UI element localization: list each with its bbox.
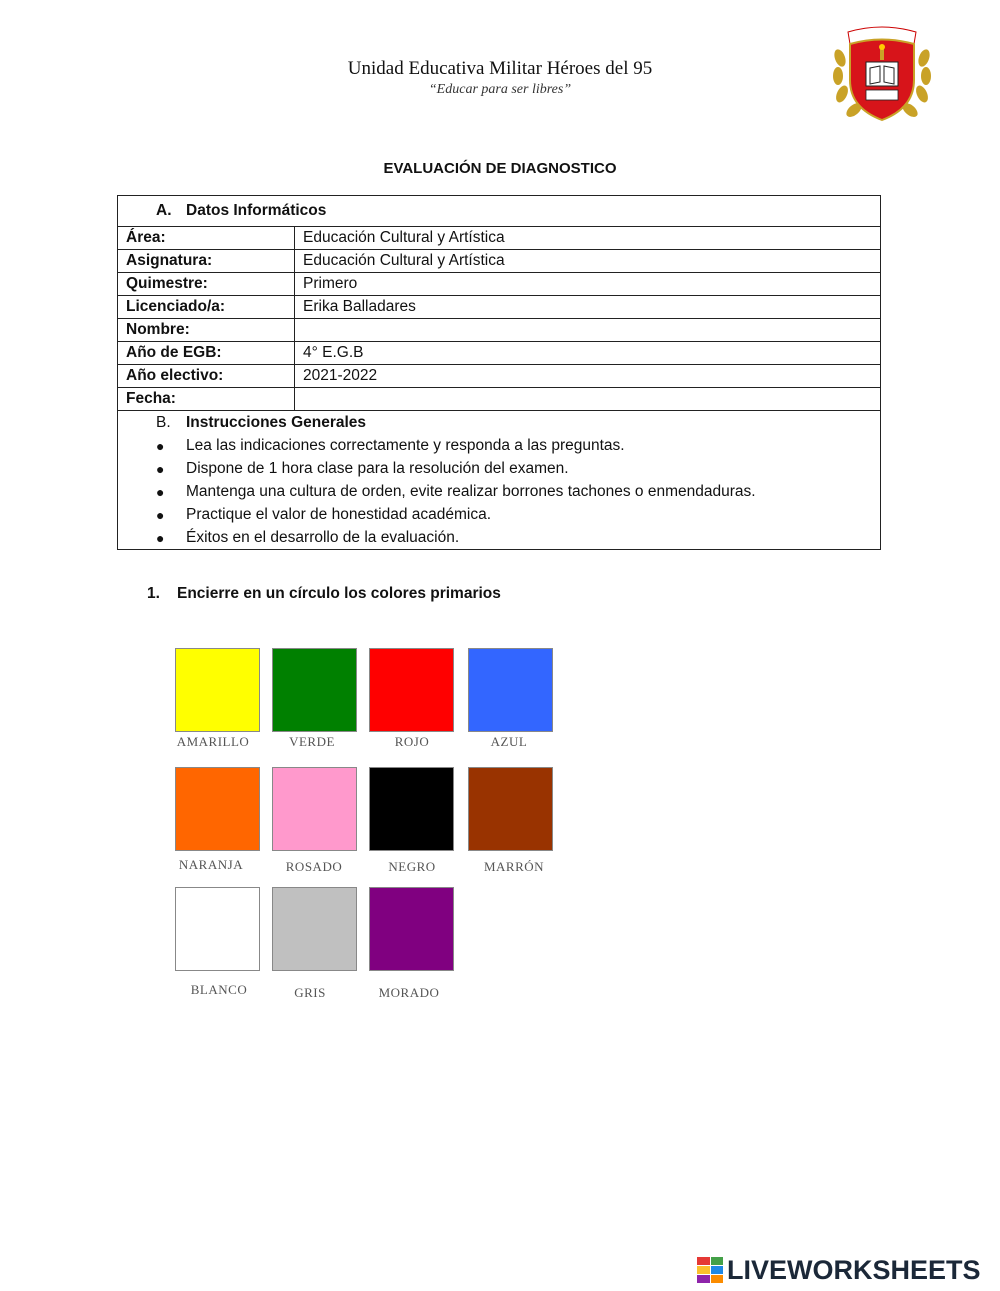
- document-title: EVALUACIÓN DE DIAGNOSTICO: [383, 160, 617, 177]
- brand-wordmark: LIVEWORKSHEETS: [727, 1254, 981, 1285]
- swatch-label: BLANCO: [190, 982, 248, 997]
- school-motto: “Educar para ser libres”: [428, 82, 572, 97]
- row-label-asignatura: Asignatura:: [118, 250, 295, 273]
- instruction-text: Dispone de 1 hora clase para la resolución del examen.: [186, 459, 569, 477]
- list-item: [156, 480, 872, 503]
- swatch-rosado[interactable]: [272, 767, 357, 851]
- list-item: [156, 457, 872, 480]
- swatch-verde[interactable]: [272, 648, 357, 732]
- swatch-negro[interactable]: [369, 767, 454, 851]
- bullet-icon: ●: [156, 437, 165, 454]
- row-label-area: Área:: [118, 227, 295, 250]
- swatch-blanco[interactable]: [175, 887, 260, 971]
- table-row: [118, 296, 881, 319]
- swatch-azul[interactable]: [468, 648, 553, 732]
- name-input-field[interactable]: [295, 319, 881, 342]
- section-a-letter: A.: [156, 202, 172, 219]
- liveworksheets-logo: [697, 1255, 981, 1285]
- row-label-nombre: Nombre:: [118, 319, 295, 342]
- row-value-area: Educación Cultural y Artística: [295, 227, 881, 250]
- liveworksheets-blocks-icon: [697, 1257, 723, 1283]
- swatch-naranja[interactable]: [175, 767, 260, 851]
- school-name: Unidad Educativa Militar Héroes del 95: [347, 58, 653, 79]
- bullet-icon: ●: [156, 506, 165, 523]
- section-a-header: [118, 196, 881, 227]
- swatch-rojo[interactable]: [369, 648, 454, 732]
- swatch-label: AMARILLO: [176, 734, 250, 749]
- swatch-label: ROSADO: [285, 859, 343, 874]
- swatch-label: NEGRO: [388, 859, 436, 874]
- instruction-text: Éxitos en el desarrollo de la evaluación.: [186, 528, 460, 546]
- swatch-gris[interactable]: [272, 887, 357, 971]
- section-a-title: Datos Informáticos: [186, 202, 327, 219]
- table-row: [118, 250, 881, 273]
- swatch-amarillo[interactable]: [175, 648, 260, 732]
- row-value-anio-electivo: 2021-2022: [295, 365, 881, 388]
- swatch-label: GRIS: [294, 985, 326, 1000]
- question-1: [147, 585, 501, 603]
- list-item: [156, 434, 872, 457]
- swatch-label: ROJO: [394, 734, 430, 749]
- bullet-icon: ●: [156, 460, 165, 477]
- table-row: [118, 319, 881, 342]
- instructions-list: [126, 434, 872, 549]
- table-row: [118, 342, 881, 365]
- info-table: [117, 195, 881, 550]
- table-row: [118, 273, 881, 296]
- swatch-label: NARANJA: [178, 857, 244, 872]
- swatch-label: MARRÓN: [483, 859, 545, 874]
- swatch-marron[interactable]: [468, 767, 553, 851]
- section-b-title: Instrucciones Generales: [186, 413, 367, 431]
- row-value-quimestre: Primero: [295, 273, 881, 296]
- table-row: [118, 227, 881, 250]
- row-label-quimestre: Quimestre:: [118, 273, 295, 296]
- swatch-label: MORADO: [378, 985, 440, 1000]
- row-label-licenciado: Licenciado/a:: [118, 296, 295, 319]
- instructions-cell: [118, 411, 881, 550]
- instruction-text: Practique el valor de honestidad académica.: [186, 505, 492, 523]
- question-number: 1.: [147, 585, 160, 602]
- row-value-licenciado: Erika Balladares: [295, 296, 881, 319]
- school-crest-icon: [830, 18, 934, 126]
- swatch-label: AZUL: [490, 734, 528, 749]
- row-value-asignatura: Educación Cultural y Artística: [295, 250, 881, 273]
- table-row: [118, 388, 881, 411]
- table-row: [118, 365, 881, 388]
- swatch-morado[interactable]: [369, 887, 454, 971]
- instruction-text: Lea las indicaciones correctamente y responda a las preguntas.: [186, 436, 625, 454]
- date-input-field[interactable]: [295, 388, 881, 411]
- list-item: [156, 526, 872, 549]
- bullet-icon: ●: [156, 483, 165, 500]
- instruction-text: Mantenga una cultura de orden, evite realizar borrones tachones o enmendaduras.: [186, 482, 756, 500]
- row-value-anio-egb: 4° E.G.B: [295, 342, 881, 365]
- row-label-anio-egb: Año de EGB:: [118, 342, 295, 365]
- swatch-label: VERDE: [289, 734, 335, 749]
- list-item: [156, 503, 872, 526]
- question-text: Encierre en un círculo los colores primarios: [177, 585, 501, 602]
- row-label-fecha: Fecha:: [118, 388, 295, 411]
- row-label-anio-electivo: Año electivo:: [118, 365, 295, 388]
- section-b-letter: B.: [156, 413, 171, 431]
- bullet-icon: ●: [156, 529, 165, 546]
